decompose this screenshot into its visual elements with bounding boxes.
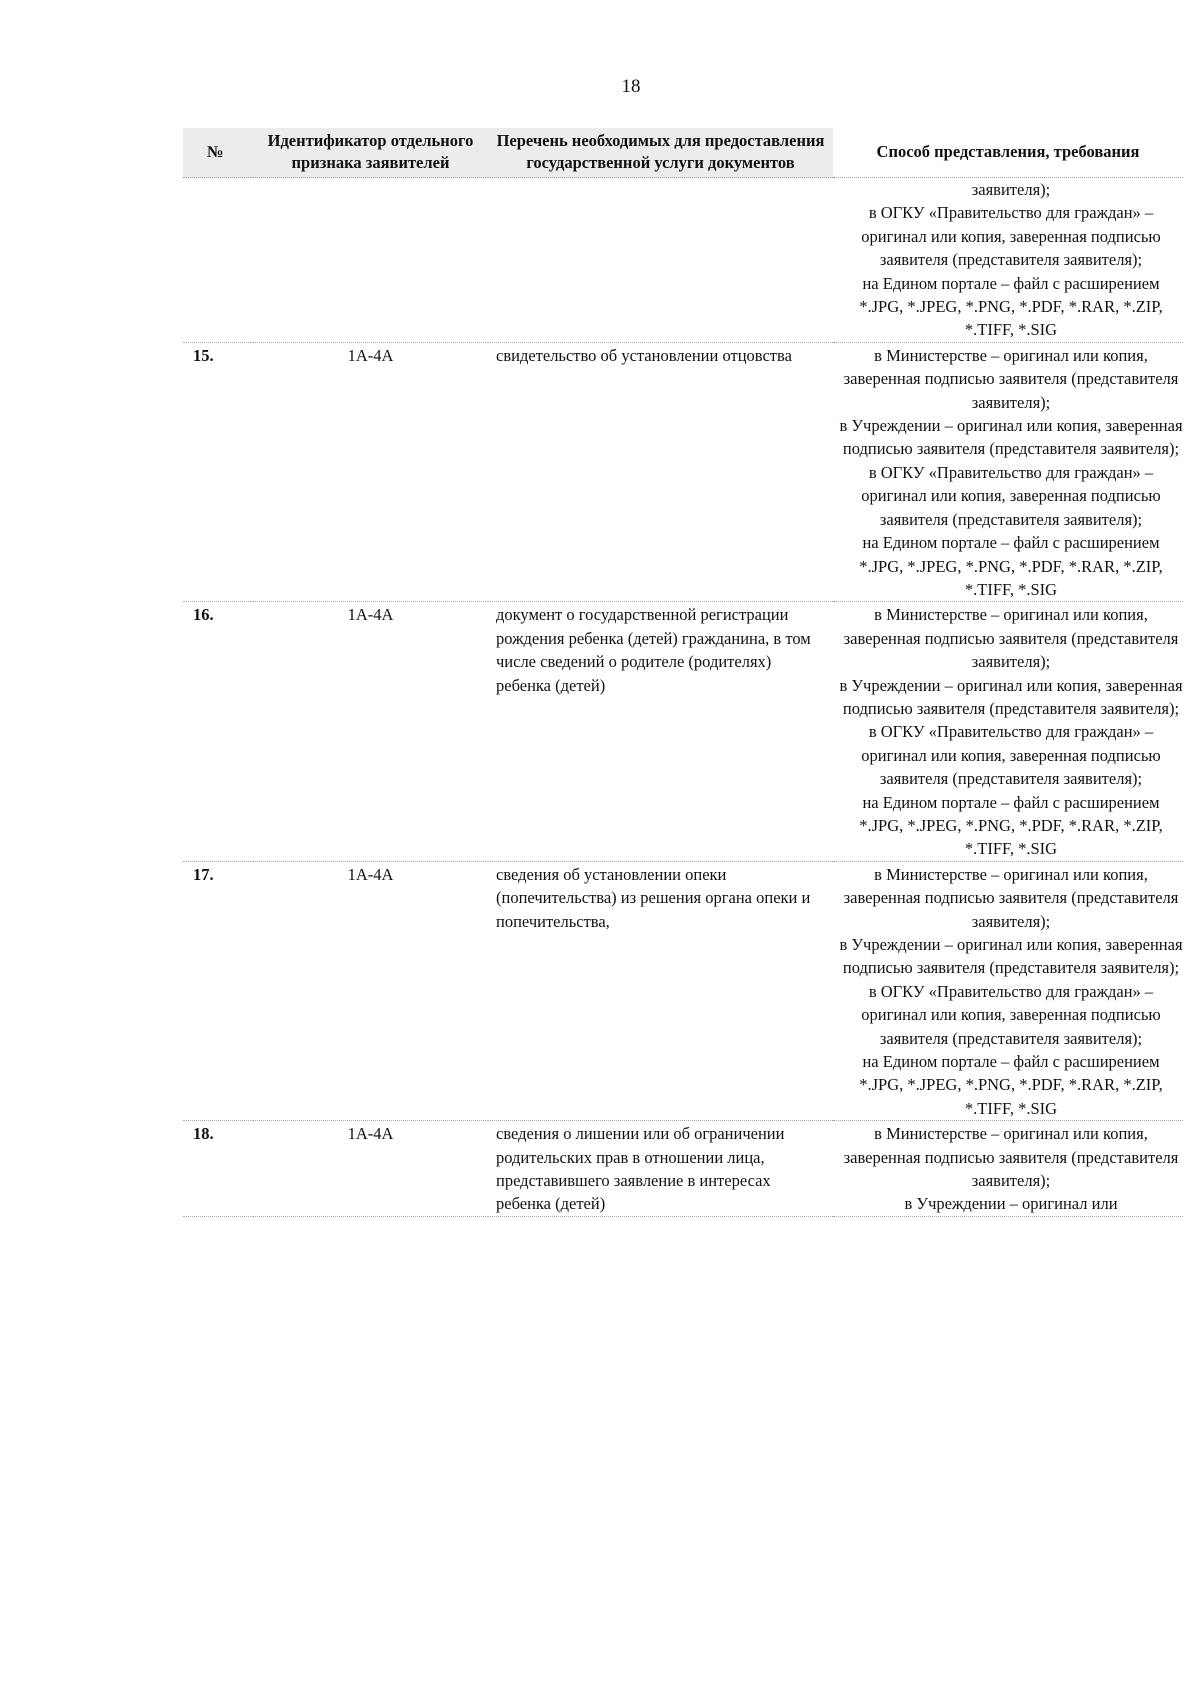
cell-identifier: 1А-4А [253, 342, 488, 601]
cell-method: заявителя); в ОГКУ «Правительство для граждан» – оригинал или копия, заверенная подписью заявителя (представителя заявителя); на Едином портале – файл с расширением *.JPG, *.JPEG, *.PNG, *.PDF, *.RAR, *.ZIP, *.TIFF, *.SIG [833, 178, 1183, 343]
header-identifier: Идентификатор отдельного признака заявителей [253, 128, 488, 178]
table-row [183, 1121, 1183, 1217]
cell-identifier: 1А-4А [253, 1121, 488, 1217]
cell-num: 17. [183, 861, 253, 1120]
table-row [183, 602, 1183, 861]
table-row-continuation [183, 178, 1183, 343]
page-header [0, 0, 1200, 120]
page-number: 18 [621, 76, 641, 97]
cell-document: свидетельство об установлении отцовства [488, 342, 833, 601]
cell-identifier [253, 178, 488, 343]
cell-document: документ о государственной регистрации рождения ребенка (детей) гражданина, в том числе сведений о родителе (родителях) ребенка (детей) [488, 602, 833, 861]
cell-method: в Министерстве – оригинал или копия, заверенная подписью заявителя (представителя заявителя); в Учреждении – оригинал или копия, заверенная подписью заявителя (представителя заявителя); в ОГКУ «Правительство для граждан» – оригинал или копия, заверенная подписью заявителя (представителя заявителя); на Едином портале – файл с расширением *.JPG, *.JPEG, *.PNG, *.PDF, *.RAR, *.ZIP, *.TIFF, *.SIG [833, 342, 1183, 601]
table-header [183, 128, 1183, 178]
cell-document [488, 178, 833, 343]
cell-num: 18. [183, 1121, 253, 1217]
documents-table [183, 128, 1183, 1217]
header-method: Способ представления, требования [833, 128, 1183, 178]
header-documents: Перечень необходимых для предоставления государственной услуги документов [488, 128, 833, 178]
cell-num: 16. [183, 602, 253, 861]
cell-method: в Министерстве – оригинал или копия, заверенная подписью заявителя (представителя заявителя); в Учреждении – оригинал или [833, 1121, 1183, 1217]
cell-identifier: 1А-4А [253, 602, 488, 861]
cell-num: 15. [183, 342, 253, 601]
cell-num [183, 178, 253, 343]
cell-method: в Министерстве – оригинал или копия, заверенная подписью заявителя (представителя заявителя); в Учреждении – оригинал или копия, заверенная подписью заявителя (представителя заявителя); в ОГКУ «Правительство для граждан» – оригинал или копия, заверенная подписью заявителя (представителя заявителя); на Едином портале – файл с расширением *.JPG, *.JPEG, *.PNG, *.PDF, *.RAR, *.ZIP, *.TIFF, *.SIG [833, 602, 1183, 861]
cell-document: сведения о лишении или об ограничении родительских прав в отношении лица, представившего заявление в интересах ребенка (детей) [488, 1121, 833, 1217]
header-num: № [183, 128, 253, 178]
cell-identifier: 1А-4А [253, 861, 488, 1120]
cell-document: сведения об установлении опеки (попечительства) из решения органа опеки и попечительства, [488, 861, 833, 1120]
table-row [183, 342, 1183, 601]
table-row [183, 861, 1183, 1120]
cell-method: в Министерстве – оригинал или копия, заверенная подписью заявителя (представителя заявителя); в Учреждении – оригинал или копия, заверенная подписью заявителя (представителя заявителя); в ОГКУ «Правительство для граждан» – оригинал или копия, заверенная подписью заявителя (представителя заявителя); на Едином портале – файл с расширением *.JPG, *.JPEG, *.PNG, *.PDF, *.RAR, *.ZIP, *.TIFF, *.SIG [833, 861, 1183, 1120]
